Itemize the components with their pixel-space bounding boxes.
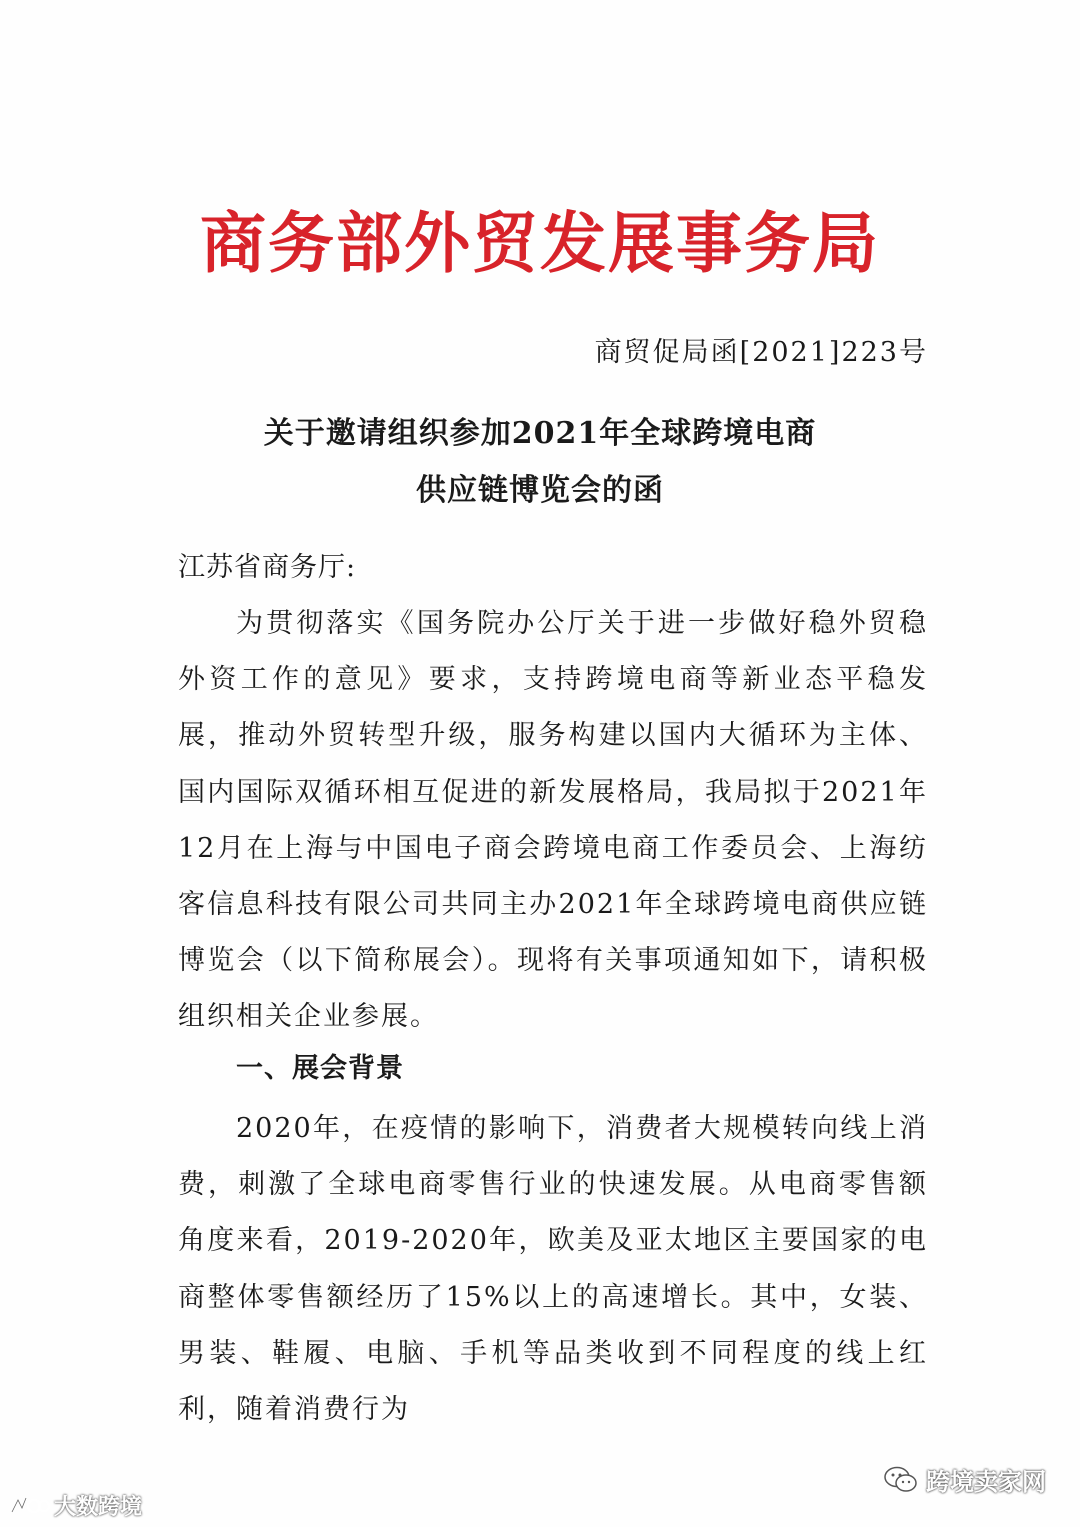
section-heading-1: 一、展会背景	[236, 1053, 404, 1084]
document-title-line-1: 关于邀请组织参加2021年全球跨境电商	[263, 416, 817, 451]
wechat-icon	[884, 1466, 918, 1494]
recipient: 江苏省商务厅:	[178, 552, 357, 583]
document-number: 商贸促局函[2021]223号	[594, 337, 928, 368]
body-paragraph-2: 2020年，在疫情的影响下，消费者大规模转向线上消费，刺激了全球电商零售行业的快速发展。从电商零售额角度来看，2019-2020年，欧美及亚太地区主要国家的电商整体零售额经历了15%以上的高速增长。其中，女装、男装、鞋履、电脑、手机等品类收到不同程度的线上红利，随着消费行为	[178, 1113, 928, 1426]
watermark-left-text: 大数跨境	[54, 1495, 143, 1520]
document-title-line-2: 供应链博览会的函	[416, 473, 664, 508]
body-paragraph-1: 为贯彻落实《国务院办公厅关于进一步做好稳外贸稳外资工作的意见》要求，支持跨境电商等新业态平稳发展，推动外贸转型升级，服务构建以国内大循环为主体、国内国际双循环相互促进的新发展格局，我局拟于2021年12月在上海与中国电子商会跨境电商工作委员会、上海纺客信息科技有限公司共同主办2021年全球跨境电商供应链博览会（以下简称展会）。现将有关事项通知如下，请积极组织相关企业参展。	[178, 608, 928, 1033]
logo-icon	[8, 1494, 50, 1518]
watermark-right	[884, 1462, 1046, 1497]
watermark-left	[8, 1490, 142, 1521]
watermark-right-text: 跨境卖家网	[926, 1468, 1046, 1496]
issuer-header: 商务部外贸发展事务局	[200, 204, 880, 282]
